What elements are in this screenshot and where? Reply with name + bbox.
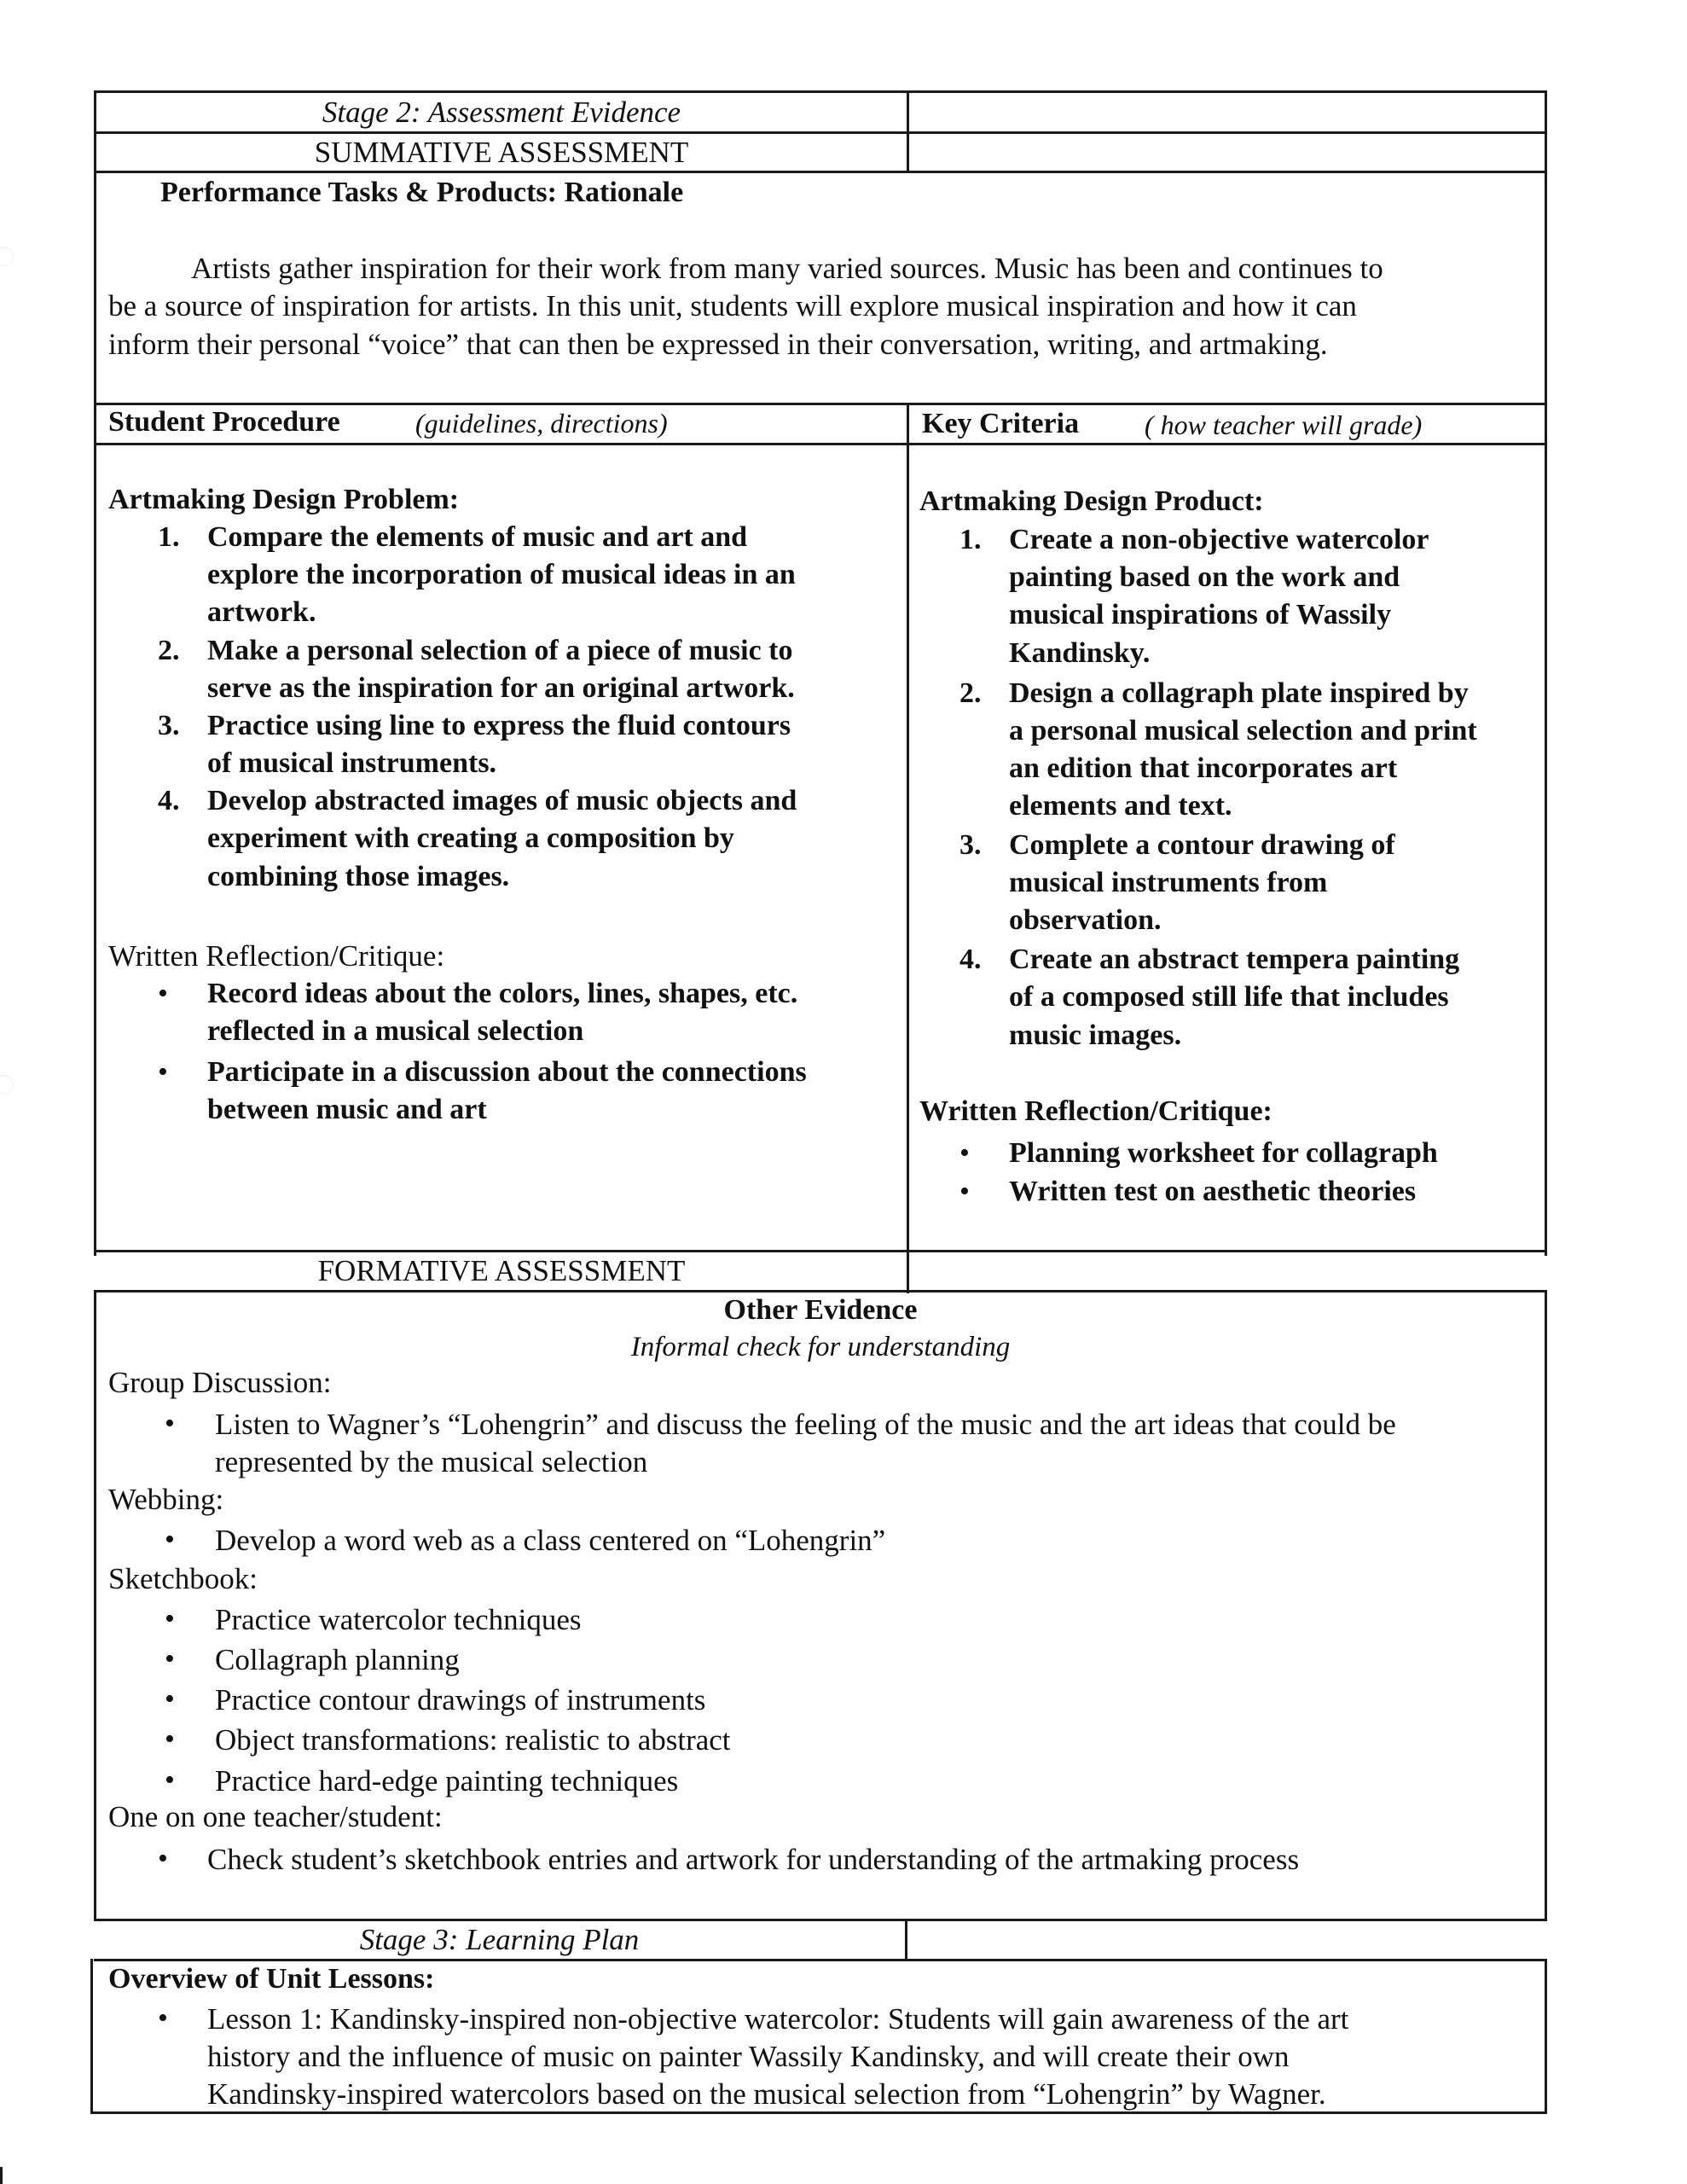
- table-border-left: [94, 1290, 96, 1921]
- row-divider: [94, 131, 1547, 134]
- key-criteria-subheading: ( how teacher will grade): [1145, 410, 1423, 440]
- rationale-line: inform their personal “voice” that can then be expressed in their conversation, writing, and artmaking.: [108, 328, 1328, 361]
- list-item-line: artwork.: [207, 596, 316, 628]
- list-item-line: Design a collagraph plate inspired by: [1009, 677, 1469, 709]
- summative-assessment-title: SUMMATIVE ASSESSMENT: [314, 136, 689, 169]
- lesson-line: history and the influence of music on painter Wassily Kandinsky, and will create their own: [207, 2040, 1290, 2073]
- list-number: 2.: [959, 677, 982, 709]
- row-divider: [94, 171, 1547, 173]
- rationale-line: be a source of inspiration for artists. In this unit, students will explore musical inspiration and how it can: [108, 289, 1357, 322]
- student-procedure-heading: Student Procedure: [108, 406, 340, 438]
- sketchbook-item: Practice watercolor techniques: [215, 1603, 582, 1636]
- scan-mark: [0, 247, 14, 266]
- bullet-icon: •: [165, 1408, 175, 1439]
- webbing-item: Develop a word web as a class centered on “Lohengrin”: [215, 1524, 886, 1557]
- table-border-right: [1545, 90, 1547, 1256]
- list-item-line: Complete a contour drawing of: [1009, 829, 1395, 861]
- column-divider: [905, 1919, 907, 1961]
- list-number: 4.: [959, 944, 982, 975]
- list-item-line: a personal musical selection and print: [1009, 715, 1477, 746]
- group-discussion-label: Group Discussion:: [108, 1366, 332, 1399]
- table-border-bottom: [90, 2111, 1547, 2114]
- one-on-one-item: Check student’s sketchbook entries and artwork for understanding of the artmaking process: [207, 1843, 1300, 1876]
- one-on-one-label: One on one teacher/student:: [108, 1800, 443, 1833]
- bullet-icon: •: [158, 978, 168, 1009]
- sketchbook-item: Practice hard-edge painting techniques: [215, 1764, 679, 1798]
- key-criteria-heading: Key Criteria: [922, 408, 1080, 439]
- bullet-icon: •: [165, 1603, 175, 1635]
- list-item-line: musical instruments from: [1009, 867, 1328, 898]
- bullet-icon: •: [165, 1643, 175, 1675]
- list-item-line: Create a non-objective watercolor: [1009, 524, 1429, 555]
- bullet-icon: •: [165, 1524, 175, 1555]
- group-discussion-item-line: Listen to Wagner’s “Lohengrin” and discuss the feeling of the music and the art ideas that could be: [215, 1408, 1396, 1441]
- bullet-icon: •: [158, 1843, 168, 1874]
- list-item-line: Kandinsky.: [1009, 637, 1151, 669]
- lesson-line: Kandinsky-inspired watercolors based on the musical selection from “Lohengrin” by Wagner.: [207, 2077, 1326, 2111]
- sketchbook-item: Collagraph planning: [215, 1643, 460, 1676]
- informal-check-subheading: Informal check for understanding: [630, 1332, 1011, 1362]
- rationale-line: Artists gather inspiration for their work from many varied sources. Music has been and continues to: [191, 252, 1383, 285]
- table-border-right: [1545, 1290, 1547, 1921]
- list-item-line: explore the incorporation of musical ideas in an: [207, 559, 796, 590]
- list-item-line: of a composed still life that includes: [1009, 981, 1449, 1013]
- reflection-item-line: between music and art: [207, 1094, 487, 1125]
- list-number: 2.: [158, 635, 180, 666]
- list-item-line: elements and text.: [1009, 790, 1232, 822]
- list-number: 3.: [959, 829, 982, 861]
- list-item-line: Create an abstract tempera painting: [1009, 944, 1460, 975]
- list-item-line: combining those images.: [207, 861, 510, 892]
- student-procedure-subheading: (guidelines, directions): [415, 408, 668, 439]
- reflection-item-line: reflected in a musical selection: [207, 1015, 584, 1047]
- list-item-line: observation.: [1009, 904, 1162, 936]
- list-number: 1.: [959, 524, 982, 555]
- list-item-line: of musical instruments.: [207, 747, 497, 779]
- list-item-line: Compare the elements of music and art and: [207, 521, 748, 553]
- row-divider: [94, 1250, 1547, 1252]
- scan-mark: [0, 2167, 3, 2184]
- row-divider: [94, 1290, 1547, 1292]
- overview-heading: Overview of Unit Lessons:: [108, 1963, 435, 1995]
- bullet-icon: •: [165, 1723, 175, 1755]
- list-item-line: Practice using line to express the fluid contours: [207, 710, 791, 741]
- list-item-line: musical inspirations of Wassily: [1009, 599, 1392, 630]
- sketchbook-label: Sketchbook:: [108, 1562, 258, 1595]
- group-discussion-item-line: represented by the musical selection: [215, 1445, 648, 1478]
- stage3-title: Stage 3: Learning Plan: [359, 1923, 640, 1956]
- formative-assessment-title: FORMATIVE ASSESSMENT: [317, 1254, 686, 1287]
- list-number: 4.: [158, 785, 180, 816]
- list-item-line: experiment with creating a composition by: [207, 822, 734, 854]
- row-divider: [94, 403, 1547, 405]
- table-border-top: [94, 90, 1547, 93]
- rationale-heading: Performance Tasks & Products: Rationale: [160, 177, 684, 208]
- design-product-heading: Artmaking Design Product:: [919, 485, 1264, 517]
- reflection-item-line: Participate in a discussion about the connections: [207, 1056, 807, 1088]
- bullet-icon: •: [165, 1764, 175, 1796]
- sketchbook-item: Practice contour drawings of instruments: [215, 1683, 706, 1716]
- bullet-icon: •: [165, 1683, 175, 1715]
- reflection-heading: Written Reflection/Critique:: [108, 939, 445, 973]
- bullet-icon: •: [959, 1137, 970, 1169]
- design-problem-heading: Artmaking Design Problem:: [108, 484, 460, 515]
- bullet-icon: •: [959, 1176, 970, 1207]
- table-border-right: [1545, 1959, 1547, 2113]
- list-item-line: music images.: [1009, 1019, 1182, 1051]
- other-evidence-heading: Other Evidence: [723, 1294, 918, 1326]
- bullet-icon: •: [158, 1056, 168, 1088]
- reflection-heading: Written Reflection/Critique:: [919, 1095, 1272, 1127]
- list-item-line: Develop abstracted images of music objects and: [207, 785, 797, 816]
- list-number: 1.: [158, 521, 180, 553]
- lesson-line: Lesson 1: Kandinsky-inspired non-objective watercolor: Students will gain awareness of the art: [207, 2002, 1349, 2036]
- row-divider: [94, 1959, 1547, 1961]
- reflection-item: Planning worksheet for collagraph: [1009, 1137, 1438, 1169]
- column-divider: [907, 403, 909, 1293]
- reflection-item: Written test on aesthetic theories: [1009, 1176, 1417, 1207]
- scan-mark: [0, 1075, 14, 1094]
- row-divider: [94, 1919, 1547, 1921]
- row-divider: [94, 443, 1547, 445]
- table-border-left: [94, 90, 96, 1256]
- sketchbook-item: Object transformations: realistic to abstract: [215, 1723, 731, 1757]
- bullet-icon: •: [158, 2002, 168, 2034]
- table-border-left: [90, 1959, 93, 2113]
- stage2-title: Stage 2: Assessment Evidence: [322, 96, 681, 129]
- list-item-line: painting based on the work and: [1009, 561, 1400, 593]
- list-number: 3.: [158, 710, 180, 741]
- list-item-line: serve as the inspiration for an original artwork.: [207, 672, 795, 704]
- webbing-label: Webbing:: [108, 1483, 224, 1516]
- reflection-item-line: Record ideas about the colors, lines, shapes, etc.: [207, 978, 798, 1009]
- list-item-line: an edition that incorporates art: [1009, 752, 1398, 784]
- list-item-line: Make a personal selection of a piece of music to: [207, 635, 793, 666]
